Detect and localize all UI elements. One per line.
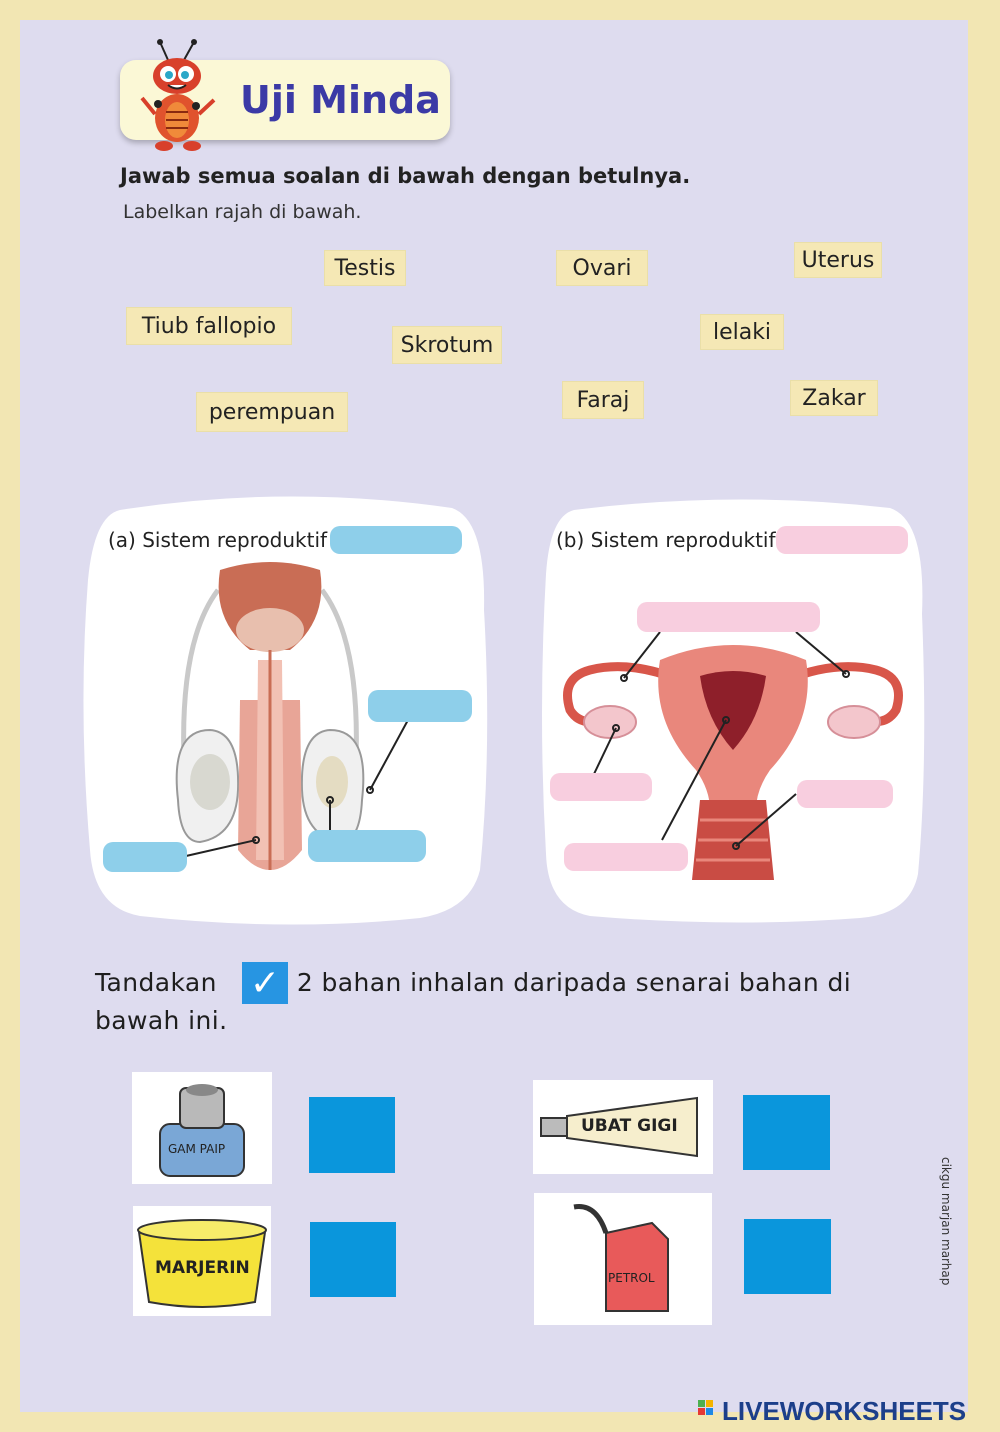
panel-b-pointer-lines: [590, 628, 860, 858]
word-tiub-fallopio[interactable]: Tiub fallopio: [126, 307, 292, 345]
question-2-text: [95, 964, 895, 1040]
blank-a-penis-label[interactable]: [103, 842, 187, 872]
ladybug-mascot-icon: [138, 38, 218, 156]
answer-box-toothpaste[interactable]: [743, 1095, 830, 1170]
word-perempuan[interactable]: perempuan: [196, 392, 348, 432]
word-zakar[interactable]: Zakar: [790, 380, 878, 416]
word-skrotum[interactable]: Skrotum: [392, 326, 502, 364]
panel-b-title: (b) Sistem reproduktif: [556, 528, 776, 552]
item-toothpaste-picture: [533, 1080, 713, 1174]
word-testis[interactable]: Testis: [324, 250, 406, 286]
main-instruction: Jawab semua soalan di bawah dengan betulnya.: [120, 164, 691, 188]
brand-name[interactable]: LIVEWORKSHEETS: [722, 1396, 967, 1426]
blank-b-tube-label[interactable]: [637, 602, 820, 632]
item-glue-label: GAM PAIP: [168, 1142, 226, 1156]
item-petrol-label: PETROL: [608, 1271, 655, 1285]
word-uterus[interactable]: Uterus: [794, 242, 882, 278]
item-petrol-picture: [534, 1193, 712, 1325]
answer-box-petrol[interactable]: [744, 1219, 831, 1294]
author-credit: [932, 1157, 953, 1340]
blank-b-ovary-label[interactable]: [550, 773, 652, 801]
page-title: Uji Minda: [240, 78, 441, 122]
blank-b-vagina-label[interactable]: [797, 780, 893, 808]
checkmark-icon: ✓: [242, 962, 288, 1004]
answer-box-margarine[interactable]: [310, 1222, 396, 1297]
word-lelaki[interactable]: lelaki: [700, 314, 784, 350]
item-margarine-picture: [133, 1206, 271, 1316]
blank-b-system[interactable]: [776, 526, 908, 554]
author-credit-text: cikgu marjan marhap: [939, 1157, 953, 1286]
item-toothpaste-label: UBAT GIGI: [581, 1116, 678, 1136]
blank-a-testis-label[interactable]: [308, 830, 426, 862]
blank-a-system[interactable]: [330, 526, 462, 554]
item-glue-picture: [132, 1072, 272, 1184]
q2-suffix: 2 bahan inhalan daripada senarai bahan di bawah ini.: [95, 968, 852, 1035]
blank-a-scrotum-label[interactable]: [368, 690, 472, 722]
liveworksheets-logo-icon: [698, 1400, 720, 1422]
word-faraj[interactable]: Faraj: [562, 381, 644, 419]
item-margarine-label: MARJERIN: [155, 1258, 250, 1278]
word-ovari[interactable]: Ovari: [556, 250, 648, 286]
panel-a-title: (a) Sistem reproduktif: [108, 528, 328, 552]
blank-b-uterus-label[interactable]: [564, 843, 688, 871]
answer-box-glue[interactable]: [309, 1097, 395, 1173]
q2-prefix: Tandakan: [95, 968, 217, 997]
sub-instruction: Labelkan rajah di bawah.: [123, 201, 362, 223]
